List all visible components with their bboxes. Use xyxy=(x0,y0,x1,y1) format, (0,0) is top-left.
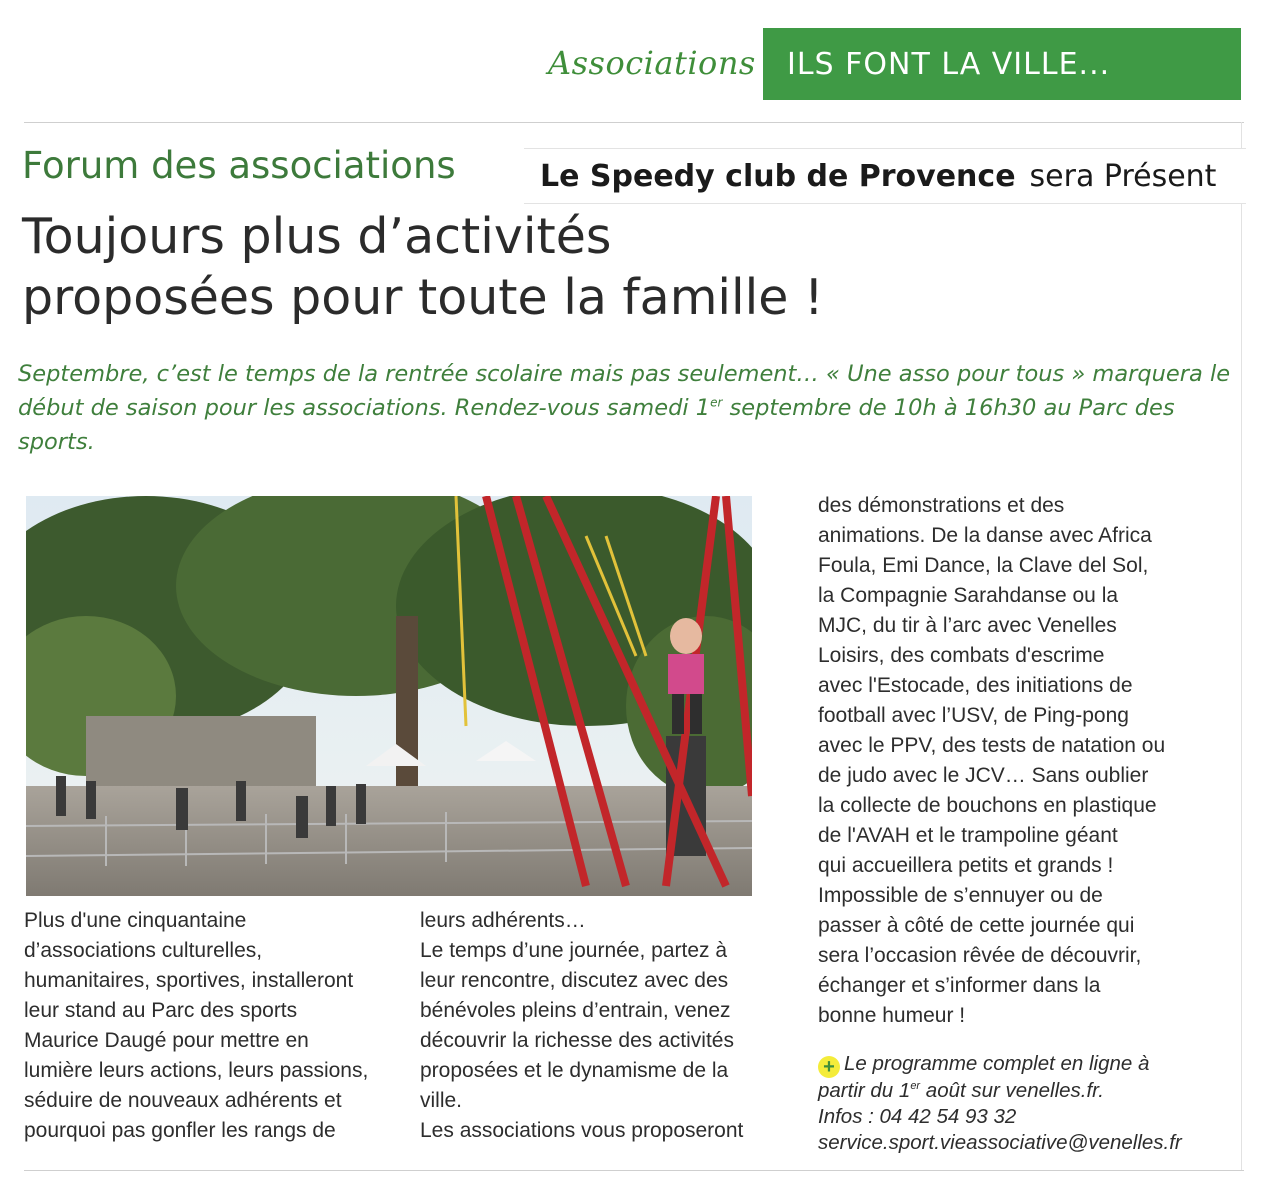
headline-line-2: proposées pour toute la famille ! xyxy=(22,269,824,326)
section-script-title: Associations xyxy=(548,44,756,82)
body-line: football avec l’USV, de Ping-pong xyxy=(818,704,1129,727)
body-line: ville. xyxy=(420,1089,463,1112)
section-banner xyxy=(763,28,1241,100)
photo-trampoline-park-icon xyxy=(26,496,752,896)
body-line: passer à côté de cette journée qui xyxy=(818,914,1135,937)
plus-icon: + xyxy=(818,1056,840,1078)
body-line: humanitaires, sportives, installeront xyxy=(24,969,354,992)
body-line: Plus d'une cinquantaine xyxy=(24,909,247,932)
body-line: leur stand au Parc des sports xyxy=(24,999,298,1022)
body-line: Impossible de s’ennuyer ou de xyxy=(818,884,1103,907)
body-line: leur rencontre, discutez avec des xyxy=(420,969,729,992)
body-line: séduire de nouveaux adhérents et xyxy=(24,1089,342,1112)
section-banner-label: ILS FONT LA VILLE... xyxy=(787,46,1111,82)
body-line: échanger et s’informer dans la xyxy=(818,974,1101,997)
info-line-2a: partir du 1 xyxy=(818,1079,911,1102)
body-line: Loisirs, des combats d'escrime xyxy=(818,644,1105,667)
body-line: animations. De la danse avec Africa xyxy=(818,524,1152,547)
club-suffix: sera Présent xyxy=(1029,158,1217,194)
info-line-2-sup: er xyxy=(910,1080,921,1093)
body-line: avec l'Estocade, des initiations de xyxy=(818,674,1133,697)
body-line: MJC, du tir à l’arc avec Venelles xyxy=(818,614,1117,637)
event-photo xyxy=(26,496,752,896)
body-line: lumière leurs actions, leurs passions, xyxy=(24,1059,369,1082)
body-line: bonne humeur ! xyxy=(818,1004,966,1027)
body-line: proposées et le dynamisme de la xyxy=(420,1059,729,1082)
info-box xyxy=(818,1051,1238,1156)
right-divider xyxy=(1241,122,1242,1170)
body-line: la Compagnie Sarahdanse ou la xyxy=(818,584,1119,607)
body-line: la collecte de bouchons en plastique xyxy=(818,794,1157,817)
body-column-3 xyxy=(818,491,1228,1031)
body-line: de l'AVAH et le trampoline géant xyxy=(818,824,1118,847)
body-line: pourquoi pas gonfler les rangs de xyxy=(24,1119,336,1142)
body-column-2 xyxy=(420,906,790,1146)
body-line: d’associations culturelles, xyxy=(24,939,263,962)
body-line: Foula, Emi Dance, la Clave del Sol, xyxy=(818,554,1149,577)
body-line: Les associations vous proposeront xyxy=(420,1119,744,1142)
info-line-1-text: Le programme complet en ligne à xyxy=(844,1052,1150,1075)
headline-line-1: Toujours plus d’activités xyxy=(22,208,612,265)
info-line-2 xyxy=(818,1078,1238,1104)
body-line: découvrir la richesse des activités xyxy=(420,1029,734,1052)
body-column-1 xyxy=(24,906,404,1146)
top-divider xyxy=(24,122,1244,123)
lead-sup: er xyxy=(710,395,723,410)
lead-part-1: Septembre, c’est le temps de la rentrée scolaire mais pas seulement… « Une asso pour tous » marquera le début de saison pour les associations. Rendez-vous samedi 1 xyxy=(18,361,1231,421)
body-line: Maurice Daugé pour mettre en xyxy=(24,1029,309,1052)
body-line: leurs adhérents… xyxy=(420,909,586,932)
info-email[interactable]: service.sport.vieassociative@venelles.fr xyxy=(818,1131,1182,1154)
lead-part-2: septembre de 10h à 16h30 au Parc des sports. xyxy=(18,395,1175,455)
body-line: avec le PPV, des tests de natation ou xyxy=(818,734,1166,757)
info-line-1 xyxy=(818,1051,1238,1078)
club-name: Le Speedy club de Provence xyxy=(540,158,1016,194)
body-line: sera l’occasion rêvée de découvrir, xyxy=(818,944,1142,967)
body-line: qui accueillera petits et grands ! xyxy=(818,854,1114,877)
body-line: Le temps d’une journée, partez à xyxy=(420,939,728,962)
headline xyxy=(22,206,1122,328)
body-line: des démonstrations et des xyxy=(818,494,1065,517)
body-line: bénévoles pleins d’entrain, venez xyxy=(420,999,731,1022)
info-phone: Infos : 04 42 54 93 32 xyxy=(818,1105,1017,1128)
club-sticker xyxy=(524,148,1246,204)
lead-paragraph xyxy=(18,357,1233,459)
bottom-divider xyxy=(24,1170,1244,1171)
body-line: de judo avec le JCV… Sans oublier xyxy=(818,764,1149,787)
info-line-2b: août sur venelles.fr. xyxy=(920,1079,1104,1102)
forum-title: Forum des associations xyxy=(22,144,456,187)
